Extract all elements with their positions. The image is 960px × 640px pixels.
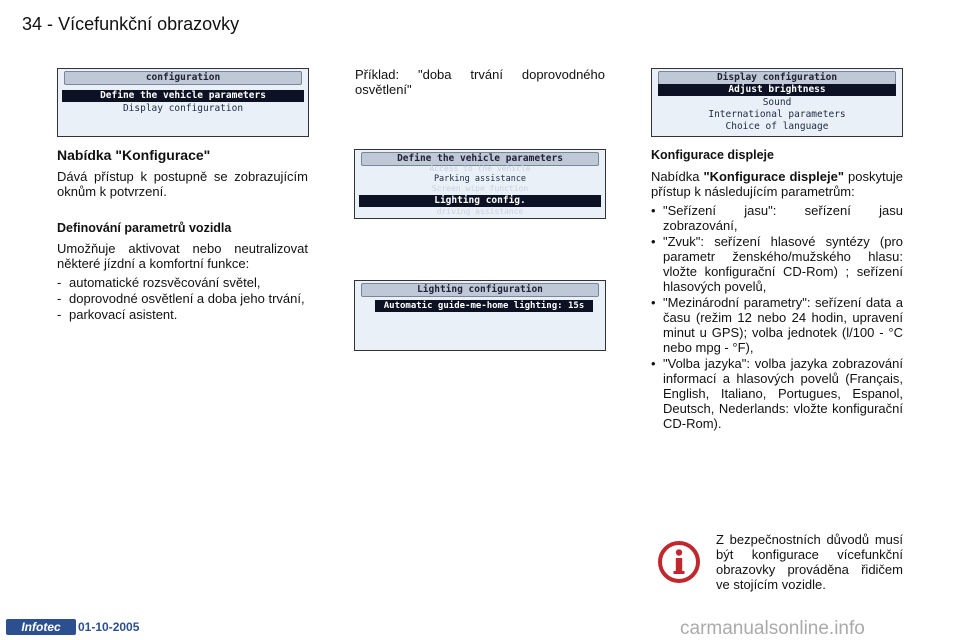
screen-title: Lighting configuration (361, 283, 599, 297)
safety-warning-text: Z bezpečnostních důvodů musí být konfigurace vícefunkční obrazovky prováděna řidičem ve stojícím vozidle. (716, 532, 903, 592)
page-header (22, 14, 239, 35)
footer-date: 01-10-2005 (78, 620, 140, 634)
column-middle (355, 67, 605, 103)
screen-title: Define the vehicle parameters (361, 152, 599, 166)
column-right (651, 148, 903, 432)
header-dash: - (47, 14, 54, 34)
subsection-text: Umožňuje aktivovat nebo neutralizovat některé jízdní a komfortní funkce: (57, 241, 308, 271)
menu-item: Screen wipe function (431, 184, 529, 193)
section-heading: Konfigurace displeje (651, 148, 774, 162)
example-caption: Příklad: "doba trvání doprovodného osvětlení" (355, 67, 605, 97)
screen-title: Display configuration (658, 71, 896, 85)
list-item: - automatické rozsvěcování světel, (57, 275, 261, 290)
watermark: carmanualsonline.info (680, 618, 865, 639)
info-warning-icon (657, 540, 701, 584)
list-item: • "Mezinárodní parametry": seřízení data a času (režim 12 nebo 24 hodin, upravení minut u GPS); volba jednotek (l/100 - °C nebo mpg - °F), (651, 295, 903, 355)
list-item: • "Volba jazyka": volba jazyka zobrazování informací a hlasových povelů (Français, English, Italiano, Portugues, Espanol, Deutsch, Nederlands: vložte konfigurační CD-Rom). (651, 356, 903, 431)
screen-lighting-config (354, 280, 606, 351)
list-item: • "Seřízení jasu": seřízení jasu zobrazování, (651, 203, 903, 233)
menu-item-selected: Adjust brightness (658, 84, 896, 96)
section-intro: Dává přístup k postupně se zobrazujícím oknům k potvrzení. (57, 169, 308, 199)
list-item: • "Zvuk": seřízení hlasové syntézy (pro parametr ženského/mužského hlasu: vložte konfigurační CD-Rom) ; seřízení hlasových povelů, (651, 234, 903, 294)
list-item: - doprovodné osvětlení a doba jeho trvání, (57, 291, 305, 306)
infotec-logo: Infotec (6, 619, 76, 635)
section-heading: Nabídka "Konfigurace" (57, 147, 211, 163)
page-number: 34 (22, 14, 43, 34)
screen-display-config (651, 68, 903, 137)
list-item: - parkovací asistent. (57, 307, 178, 322)
menu-item-selected: Lighting config. (359, 195, 601, 207)
menu-item: International parameters (708, 109, 846, 120)
menu-item: Sound (762, 97, 792, 108)
bullet-list (651, 203, 903, 431)
menu-item-display-config: Display configuration (122, 103, 244, 114)
menu-item: driving assistance (436, 207, 524, 216)
menu-item-define-vehicle: Define the vehicle parameters (62, 90, 304, 102)
screen-title: configuration (64, 71, 302, 85)
menu-item: Access to the vehicle (429, 164, 531, 173)
section-intro: Nabídka "Konfigurace displeje" poskytuje přístup k následujícím parametrům: (651, 169, 903, 199)
menu-item: Parking assistance (433, 174, 527, 184)
screen-define-vehicle (354, 149, 606, 219)
page-title: Vícefunkční obrazovky (58, 14, 240, 34)
menu-item: Choice of language (725, 121, 829, 132)
screen-configuration (57, 68, 309, 137)
subsection-heading: Definování parametrů vozidla (57, 221, 232, 235)
menu-item-selected: Automatic guide-me-home lighting: 15s (375, 300, 593, 312)
dash-list (57, 275, 308, 322)
column-left (57, 148, 308, 323)
